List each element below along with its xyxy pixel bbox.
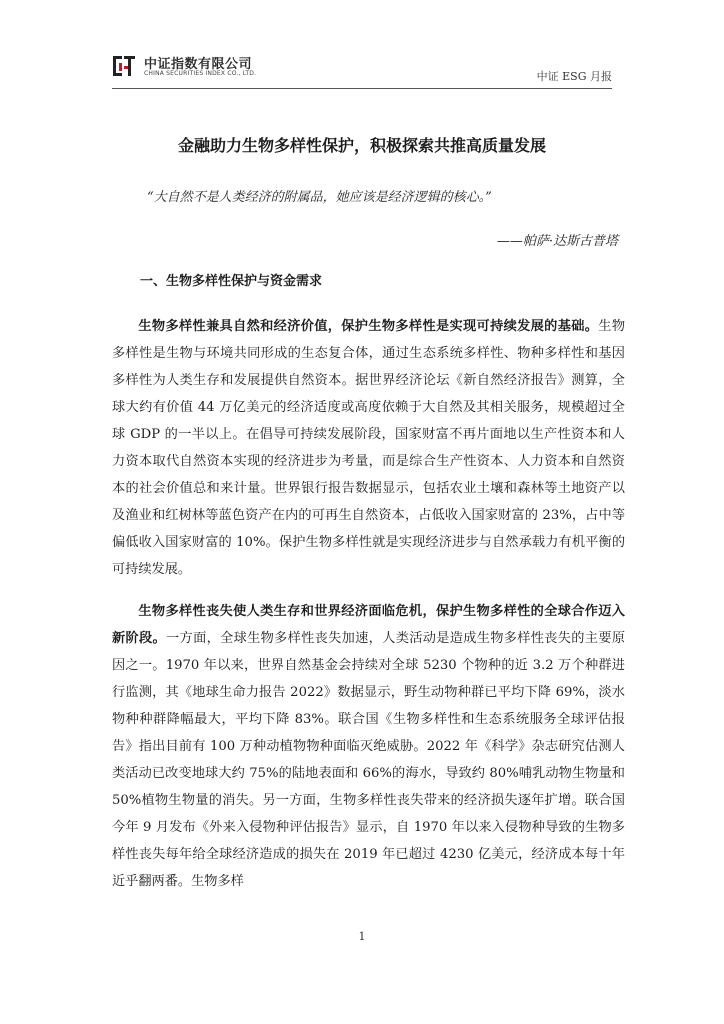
logo-chinese-name: 中证指数有限公司	[144, 57, 253, 72]
header-divider	[112, 88, 612, 89]
csi-logo-icon	[112, 54, 136, 78]
section-heading: 一、生物多样性保护与资金需求	[140, 274, 323, 289]
paragraph-text: 生物多样性是生物与环境共同形成的生态复合体，通过生态系统多样性、物种多样性和基因多样性为人类生存和发展提供自然资本。据世界经济论坛《新自然经济报告》测算，全球大约有价值 44 万亿美元的经济适度或高度依赖于大自然及其相关服务，规模超过全球 GDP 的一半以上。在倡导可持续发展阶段，国家财富不再片面地以生产性资本和人力资本取代自然资本实现的经济进步为考量，而是综合生产性资本、人力资本和自然资本的社会价值总和来计量。世界银行报告数据显示，包括农业土壤和森林等土地资产以及渔业和红树林等蓝色资产在内的可再生自然资本，占低收入国家财富的 23%，占中等偏低收入国家财富的 10%。保护生物多样性就是实现经济进步与自然承载力有机平衡的可持续发展。	[112, 319, 626, 577]
page-number: 1	[358, 930, 366, 943]
report-name: 中证 ESG 月报	[536, 70, 612, 83]
paragraph-lead-sentence: 生物多样性兼具自然和经济价值，保护生物多样性是实现可持续发展的基础。	[138, 319, 599, 334]
paragraph-text: 一方面，全球生物多样性丧失加速，人类活动是造成生物多样性丧失的主要原因之一。1970 年以来，世界自然基金会持续对全球 5230 个物种的近 3.2 万个种群进行监测，其《地球生命力报告 2022》数据显示，野生动物种群已平均下降 69%，淡水物种种群降幅最大，平均下降 83%。联合国《生物多样性和生态系统服务全球评估报告》指出目前有 100 万种动植物物种面临灭绝威胁。2022 年《科学》杂志研究估测人类活动已改变地球大约 75%的陆地表面和 66%的海水，导致约 80%哺乳动物生物量和 50%植物生物量的消失。另一方面，生物多样性丧失带来的经济损失逐年扩增。联合国今年 9 月发布《外来入侵物种评估报告》显示，自 1970 年以来入侵物种导致的生物多样性丧失每年给全球经济造成的损失在 2019 年已超过 4230 亿美元，经济成本每十年近乎翻两番。生物多样	[112, 631, 626, 889]
company-logo	[112, 50, 292, 82]
logo-english-name: CHINA SECURITIES INDEX CO., LTD.	[144, 70, 257, 77]
body-paragraph	[112, 598, 625, 895]
article-title: 金融助力生物多样性保护，积极探索共推高质量发展	[177, 136, 546, 155]
epigraph-author: ——帕萨·达斯古普塔	[496, 234, 618, 249]
epigraph-quote: “大自然不是人类经济的附属品，她应该是经济逻辑的核心。”	[147, 190, 492, 205]
paragraph-lead-sentence: 生物多样性丧失使人类生存和世界经济面临危机，保护生物多样性的全球合作迈入新阶段。	[112, 604, 625, 646]
body-paragraph	[112, 313, 625, 583]
